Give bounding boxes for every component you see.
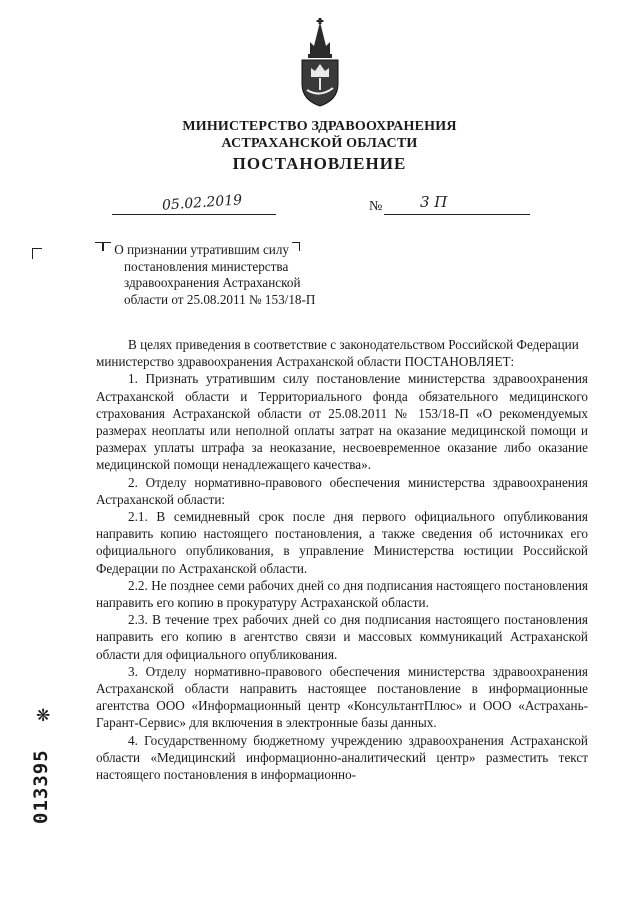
paragraph-2: 2. Отделу нормативно-правового обеспечения министерства здравоохранения Астраханской области: (96, 474, 588, 507)
resolution-clause: министерство здравоохранения Астраханской области ПОСТАНОВЛЯЕТ: (96, 354, 515, 370)
ministry-name-line2: АСТРАХАНСКОЙ ОБЛАСТИ (221, 136, 418, 151)
serial-number: 013395 (30, 749, 52, 824)
preamble: В целях приведения в соответствие с законодательством Российской Федерации (128, 337, 579, 352)
paragraph-4: 4. Государственному бюджетному учреждению здравоохранения Астраханской области «Медицинский информационно-аналитический центр» разместить текст настоящего постановления в информационно- (96, 732, 588, 783)
margin-corner-mark (32, 248, 42, 259)
paragraph-2-1: 2.1. В семидневный срок после дня первого официального опубликования направить копию настоящего постановления, а также сведения об источниках его официального опубликования, в управление Министерства юстиции Российской Федерации по Астраханской области. (96, 509, 588, 576)
document-type-title: ПОСТАНОВЛЕНИЕ (232, 154, 407, 173)
number-underline (384, 198, 530, 215)
subject-block (95, 242, 355, 308)
document-number: 3 П (420, 193, 448, 211)
subject-line-2: постановления министерства (124, 258, 289, 274)
serial-stamp (28, 730, 54, 824)
paragraph-1: 1. Признать утратившим силу постановление министерства здравоохранения Астраханской области и Территориального фонда обязательного медицинского страхования Астраханской области от 25.08.2011 № 153/18-П «О рекомендуемых размерах неоплаты или неполной оплаты затрат на оказание медицинской помощи и размерах уплаты штрафа за неоказание, несвоевременное оказание либо оказание медицинской помощи ненадлежащего качества». (96, 371, 588, 473)
coat-of-arms-icon (297, 16, 343, 108)
subject-line-1 (95, 242, 355, 259)
paragraph-2-2: 2.2. Не позднее семи рабочих дней со дня подписания настоящего постановления направить его копию в прокуратуру Астраханской области. (96, 577, 588, 611)
stamp-star-icon: ❋ (36, 706, 51, 726)
number-sign: № (369, 199, 383, 214)
subject-line-4: области от 25.08.2011 № 153/18-П (124, 291, 316, 307)
ministry-name-line1: МИНИСТЕРСТВО ЗДРАВООХРАНЕНИЯ (182, 119, 457, 134)
subject-line-3: здравоохранения Астраханской (124, 275, 301, 290)
bracket-mark (292, 242, 300, 251)
document-date: 05.02.2019 (161, 192, 243, 214)
paragraph-3: 3. Отделу нормативно-правового обеспечения министерства здравоохранения Астраханской области направить настоящее постановление в информационные агентства ООО «Информационный центр «КонсультантПлюс» и ООО «Астрахань-Гарант-Сервис» для включения в электронные базы данных. (96, 663, 588, 731)
bracket-mark (95, 242, 103, 251)
paragraph-2-3: 2.3. В течение трех рабочих дней со дня подписания настоящего постановления направить его копию в агентство связи и массовых коммуникаций Астраханской области для официального опубликования. (96, 612, 588, 662)
bracket-mark (103, 242, 111, 251)
subject-text: О признании утратившим силу (114, 242, 290, 257)
document-body (96, 336, 588, 783)
